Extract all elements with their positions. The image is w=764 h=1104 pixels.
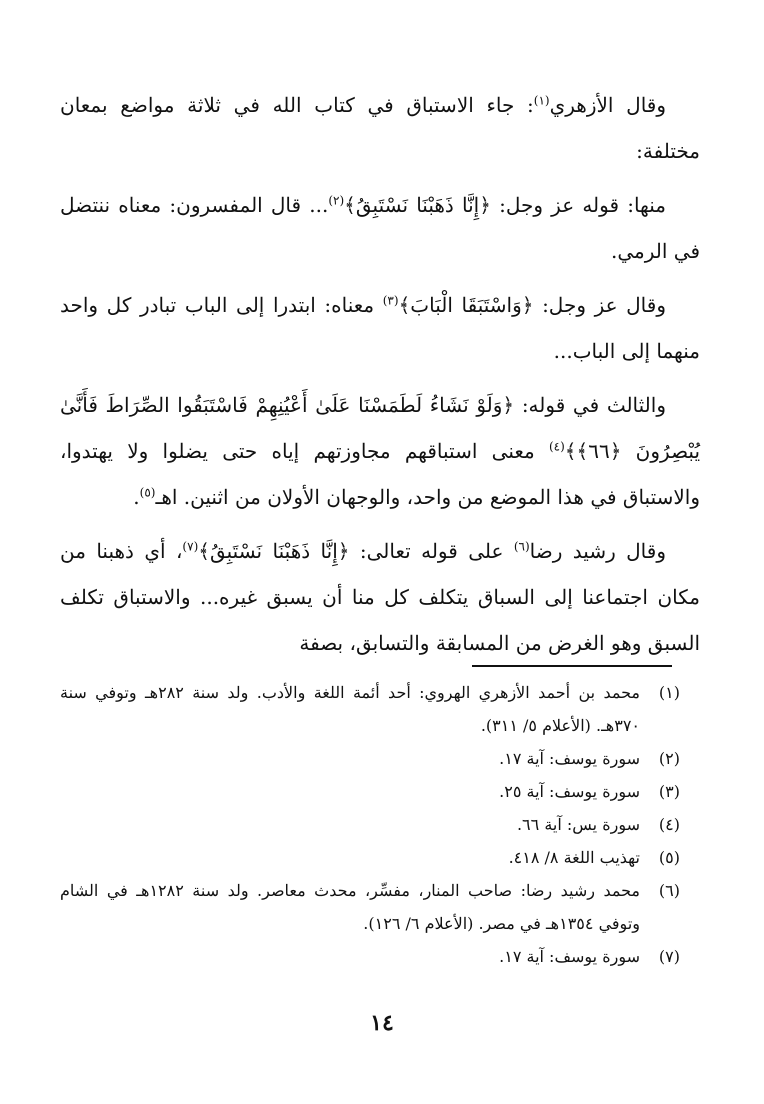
paragraph-first-meaning (60, 182, 700, 274)
footnote-number: (٤) (658, 815, 680, 834)
paragraph-third-meaning (60, 382, 700, 520)
text-run: : جاء الاستباق في كتاب الله في ثلاثة مواضع بمعان مختلفة: (60, 93, 700, 163)
quran-quote: ﴿وَاسْتَبَقَا الْبَابَ﴾ (398, 293, 534, 317)
footnote-ref: (٣) (382, 293, 399, 308)
text-run: . (133, 485, 140, 509)
footnote (60, 676, 680, 742)
footnote-text: تهذيب اللغة ٨/ ٤١٨. (508, 848, 640, 867)
footnote-ref: (٧) (182, 539, 199, 554)
text-run: ، أي ذهبنا من مكان اجتماعنا إلى السباق يتكلف كل منا أن يسبق غيره... والاستباق تكلف السبق وهو الغرض من المسابقة والتسابق، بصفة (60, 539, 700, 655)
page-number: ١٤ (370, 1010, 394, 1036)
footnote-text: محمد رشيد رضا: صاحب المنار، مفسِّر، محدث معاصر. ولد سنة ١٢٨٢هـ في الشام وتوفي ١٣٥٤هـ في مصر. (الأعلام ٦/ ١٢٦). (60, 881, 641, 933)
text-run: معناه: ابتدرا إلى الباب تبادر كل واحد منهما إلى الباب... (60, 293, 700, 363)
quran-quote: ﴿إِنَّا ذَهَبْنَا نَسْتَبِقُ﴾ (198, 539, 350, 563)
footnote (60, 940, 680, 973)
text-run: وقال الأزهري (549, 93, 667, 117)
text-run: والثالث في قوله: (514, 393, 666, 417)
footnote-text: سورة يوسف: آية ٢٥. (499, 782, 640, 801)
footnote-number: (٥) (658, 848, 680, 867)
footnote-number: (٢) (658, 749, 680, 768)
text-run: على قوله تعالى: (349, 539, 514, 563)
footnote-text: سورة يس: آية ٦٦. (516, 815, 640, 834)
footnote (60, 841, 680, 874)
footnote-text: سورة يوسف: آية ١٧. (499, 749, 640, 768)
quran-quote: ﴿وَلَوْ نَشَاءُ لَطَمَسْنَا عَلَىٰ أَعْيُنِهِمْ فَاسْتَبَقُوا الصِّرَاطَ فَأَنَّىٰ يُبْصِرُونَ ﴿٦٦﴾﴾ (60, 393, 701, 463)
text-run: وقال عز وجل: (533, 293, 666, 317)
footnote-text: سورة يوسف: آية ١٧. (499, 947, 640, 966)
footnote-number: (٣) (658, 782, 680, 801)
footnote (60, 874, 680, 940)
text-run: معنى استباقهم مجاوزتهم إياه حتى يضلوا ولا يهتدوا، والاستباق في هذا الموضع من واحد، والوجهان الأولان من اثنين. اهـ (60, 439, 700, 509)
footnote-text: محمد بن أحمد الأزهري الهروي: أحد أئمة اللغة والأدب. ولد سنة ٢٨٢هـ وتوفي سنة ٣٧٠هـ. (الأعلام ٥/ ٣١١). (60, 683, 640, 735)
main-text (60, 82, 700, 674)
footnote-ref: (٢) (328, 193, 345, 208)
footnote-ref: (٤) (548, 439, 565, 454)
footnote (60, 775, 680, 808)
footnote-number: (١) (658, 683, 680, 702)
footnote-ref: (٥) (139, 485, 156, 500)
footnote-separator (472, 665, 672, 667)
footnote (60, 808, 680, 841)
footnote-ref: (٦) (513, 539, 530, 554)
paragraph-azhari (60, 82, 700, 174)
paragraph-second-meaning (60, 282, 700, 374)
footnote-number: (٦) (658, 881, 680, 900)
footnotes-list (60, 676, 680, 973)
footnote-number: (٧) (658, 947, 680, 966)
footnote-ref: (١) (533, 93, 550, 108)
text-run: ... قال المفسرون: معناه ننتضل في الرمي. (60, 193, 700, 263)
text-run: وقال رشيد رضا (529, 539, 666, 563)
footnote (60, 742, 680, 775)
paragraph-rashid-rida (60, 528, 700, 666)
quran-quote: ﴿إِنَّا ذَهَبْنَا نَسْتَبِقُ﴾ (344, 193, 491, 217)
text-run: منها: قوله عز وجل: (490, 193, 666, 217)
